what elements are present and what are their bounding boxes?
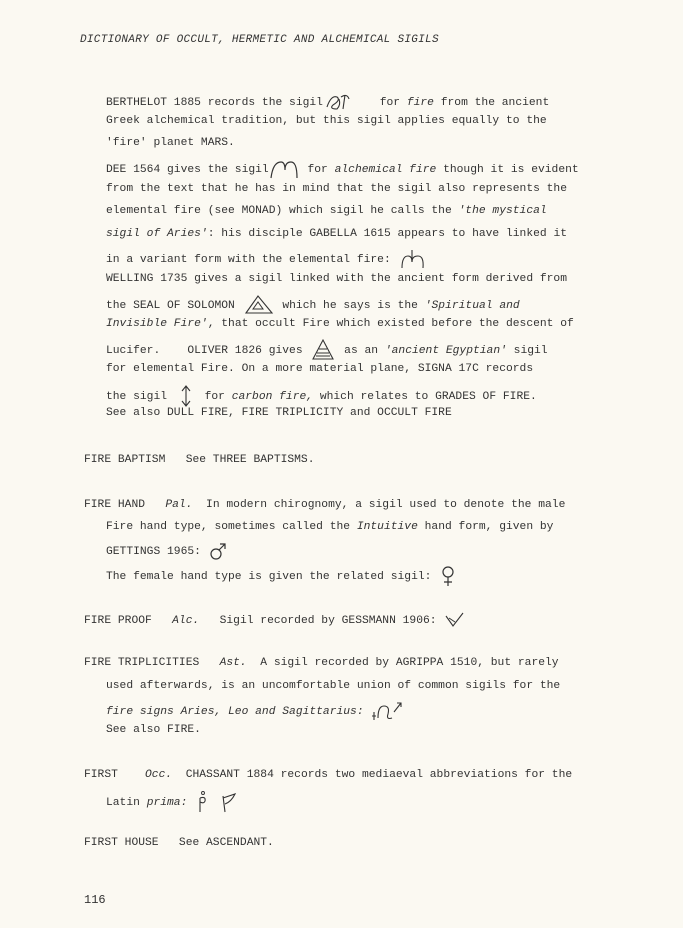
text: Invisible Fire' [106, 318, 208, 330]
text: DEE 1564 gives the sigil [106, 163, 269, 176]
text: for [379, 96, 401, 109]
text: , that occult Fire which existed before the descent of [207, 318, 574, 330]
text: alchemical fire [334, 163, 437, 176]
entry-line [106, 519, 553, 535]
text: GETTINGS 1965: [106, 545, 201, 558]
text: In modern chirognomy, a sigil used to denote the male [206, 499, 566, 511]
text: for [204, 390, 225, 403]
text: the sigil [106, 390, 168, 403]
entry-line: used afterwards, is an uncomfortable union of common sigils for the [106, 680, 561, 692]
entry-first-house: FIRST HOUSE See ASCENDANT. [84, 837, 274, 849]
abbreviation: Ast. [219, 657, 247, 669]
entry-fire-triplicities-head [84, 655, 559, 671]
abbreviation: Pal. [165, 499, 193, 511]
text: Fire hand type, sometimes called the [106, 521, 351, 533]
entry-first-head [84, 767, 572, 783]
fire-proof-sigil [443, 610, 467, 630]
entry-line: from the text that he has in mind that the sigil also represents the [106, 183, 567, 195]
entry-line [106, 248, 428, 270]
entry-fire-hand-head [84, 497, 565, 513]
headword: FIRE PROOF [84, 614, 152, 627]
abbreviation: Occ. [145, 769, 173, 781]
prima-abbreviation-1-sigil [194, 790, 212, 814]
headword: FIRE TRIPLICITIES [84, 657, 200, 669]
text: fire signs Aries, Leo and Sagittarius: [106, 705, 364, 718]
dee-fire-sigil [269, 158, 301, 180]
text: BERTHELOT 1885 records the sigil [106, 96, 323, 109]
text: Lucifer. OLIVER 1826 gives [106, 344, 303, 357]
entry-line [106, 541, 228, 561]
entry-line [106, 338, 548, 362]
text: as an [344, 344, 379, 357]
text: 'the mystical [458, 205, 547, 217]
page-number: 116 [84, 893, 106, 907]
gabella-fire-sigil [398, 248, 428, 270]
entry-fire-proof [84, 610, 467, 630]
entry-line [106, 565, 458, 587]
text: for [307, 163, 328, 176]
entry-line [106, 203, 547, 219]
text: carbon fire, [231, 390, 314, 403]
berthelot-fire-sigil [323, 91, 373, 113]
entry-line [106, 293, 520, 317]
headword: FIRST [84, 769, 118, 781]
text: sigil of Aries' [106, 228, 208, 240]
abbreviation: Alc. [172, 614, 200, 627]
entry-line [106, 316, 574, 332]
text: in a variant form with the elemental fire: [106, 253, 391, 266]
running-header: DICTIONARY OF OCCULT, HERMETIC AND ALCHEMICAL SIGILS [80, 34, 439, 46]
entry-line: for elemental Fire. On a more material plane, SIGNA 17C records [106, 363, 534, 375]
headword: FIRE HAND [84, 499, 146, 511]
prima-abbreviation-2-sigil [219, 790, 241, 814]
text: the SEAL OF SOLOMON [106, 299, 235, 312]
text: sigil [513, 344, 548, 357]
text: A sigil recorded by AGRIPPA 1510, but rarely [260, 657, 559, 669]
entry-line: See also FIRE. [106, 724, 201, 736]
seal-of-solomon-sigil [242, 293, 276, 317]
text: The female hand type is given the related sigil: [106, 570, 432, 583]
text: : his disciple GABELLA 1615 appears to have linked it [207, 228, 568, 240]
entry-line [106, 700, 404, 722]
text: elemental fire (see MONAD) which sigil he calls the [106, 205, 452, 217]
text: which he says is the [282, 299, 418, 312]
text: Intuitive [356, 521, 418, 533]
oliver-fire-sigil [309, 338, 337, 362]
female-hand-sigil [438, 565, 458, 587]
entry-line: See also DULL FIRE, FIRE TRIPLICITY and OCCULT FIRE [106, 407, 452, 419]
text: 'Spiritual and [424, 299, 520, 312]
fire-triplicity-sigil [370, 700, 404, 722]
entry-line [106, 158, 579, 180]
text: from the ancient [440, 96, 550, 109]
text: Latin [106, 796, 140, 809]
entry-line: Greek alchemical tradition, but this sigil applies equally to the [106, 115, 547, 127]
entry-line: WELLING 1735 gives a sigil linked with the ancient form derived from [106, 273, 567, 285]
text: Sigil recorded by GESSMANN 1906: [219, 614, 437, 627]
entry-line [106, 91, 549, 113]
text: prima: [146, 796, 188, 809]
text: hand form, given by [424, 521, 554, 533]
text: 'ancient Egyptian' [384, 344, 507, 357]
male-hand-sigil [208, 541, 228, 561]
entry-line [106, 790, 241, 814]
entry-line [106, 226, 567, 242]
text: which relates to GRADES OF FIRE. [319, 390, 537, 403]
text: though it is evident [443, 163, 579, 176]
entry-line: 'fire' planet MARS. [106, 137, 235, 149]
text: fire [406, 96, 434, 109]
text: CHASSANT 1884 records two mediaeval abbreviations for the [185, 769, 573, 781]
entry-fire-baptism: FIRE BAPTISM See THREE BAPTISMS. [84, 454, 315, 466]
